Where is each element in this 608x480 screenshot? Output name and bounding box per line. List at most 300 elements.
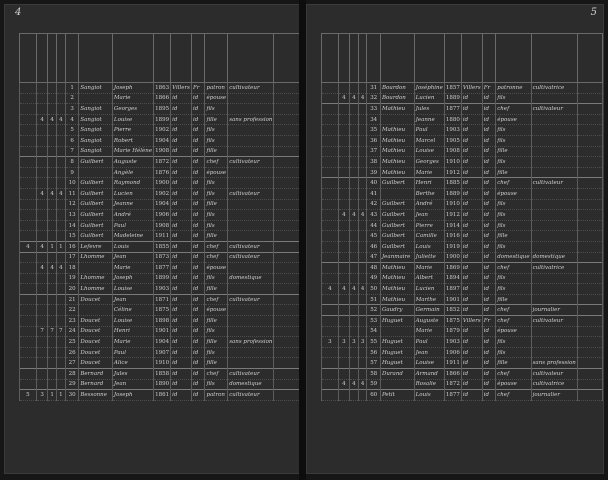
table-cell: chef [496,178,531,189]
column-header [461,34,482,83]
table-cell: id [191,93,205,104]
column-header [79,34,113,83]
table-cell: id [482,125,495,136]
table-cell: épouse [205,305,228,316]
table-cell: épouse [205,263,228,274]
table-row [322,157,603,168]
table-cell: Mathieu [380,146,414,157]
table-cell [338,114,349,125]
table-cell [274,114,300,125]
census-table [19,33,300,401]
table-cell [48,347,57,358]
table-cell: 57 [367,358,381,369]
table-cell [228,305,274,316]
table-cell: sans profession [228,114,274,125]
table-cell [577,294,602,305]
table-cell: 1 [48,241,57,252]
table-cell: 4 [57,188,66,199]
table-cell [36,93,47,104]
table-cell [338,252,349,263]
table-cell: 1910 [444,199,461,210]
table-cell [350,273,359,284]
table-cell: 44 [367,220,381,231]
table-cell: cultivateur [228,157,274,168]
table-cell [274,241,300,252]
table-cell [57,284,66,295]
table-cell [338,125,349,136]
column-header [48,34,57,83]
table-cell: fils [496,93,531,104]
table-cell: id [171,210,192,221]
table-cell: 1889 [444,188,461,199]
table-cell [48,337,57,348]
table-cell: 42 [367,199,381,210]
table-cell: id [482,305,495,316]
table-cell [338,369,349,380]
table-cell: id [171,358,192,369]
table-cell: id [191,347,205,358]
table-cell: Mathieu [380,104,414,115]
table-cell: Louise [112,316,153,327]
column-header [496,34,531,83]
table-cell [48,284,57,295]
table-cell: fils [205,379,228,390]
table-cell: Jean [414,210,444,221]
right-page [306,4,604,474]
table-cell [274,273,300,284]
table-cell [228,263,274,274]
column-header [358,34,367,83]
table-cell: id [171,294,192,305]
table-cell: Jean [112,294,153,305]
table-cell: 1919 [444,241,461,252]
table-cell [48,157,57,168]
table-cell: fils [205,135,228,146]
table-cell [577,188,602,199]
table-cell: cultivateur [228,241,274,252]
table-cell: Mathieu [380,263,414,274]
table-cell [322,252,339,263]
table-cell: 1858 [154,369,171,380]
table-cell [20,114,37,125]
table-cell [20,337,37,348]
table-cell [322,220,339,231]
table-row [322,83,603,94]
table-row [20,146,300,157]
column-header [531,34,577,83]
table-cell [20,199,37,210]
table-row [20,369,300,380]
table-cell [48,93,57,104]
table-cell: fils [496,241,531,252]
table-cell: Durand [380,369,414,380]
table-cell: Paul [112,347,153,358]
table-cell: 58 [367,369,381,380]
table-row [20,241,300,252]
table-cell: 1901 [444,294,461,305]
table-cell [350,220,359,231]
table-row [20,104,300,115]
table-cell [57,210,66,221]
table-cell [350,83,359,94]
table-cell [358,199,367,210]
table-cell [228,104,274,115]
table-cell [274,135,300,146]
table-cell: id [191,241,205,252]
table-cell: id [191,135,205,146]
table-cell: 1903 [444,125,461,136]
table-cell: 37 [367,146,381,157]
table-row [322,294,603,305]
table-cell: Juliette [414,252,444,263]
table-cell: id [482,104,495,115]
table-cell: chef [205,241,228,252]
table-cell: cultivateur [531,104,577,115]
table-cell [57,273,66,284]
table-cell: Rosalie [414,379,444,390]
table-cell [358,241,367,252]
table-cell [48,369,57,380]
table-row [322,358,603,369]
table-cell [20,146,37,157]
table-cell: id [461,273,482,284]
table-cell [36,358,47,369]
table-cell [48,167,57,178]
table-cell: chef [205,294,228,305]
table-cell [350,305,359,316]
table-cell [228,125,274,136]
table-cell: id [171,104,192,115]
table-cell [36,199,47,210]
table-row [20,390,300,401]
table-cell: Robert [112,135,153,146]
table-cell [358,305,367,316]
table-cell: 23 [65,316,79,327]
column-header [171,34,192,83]
table-row [322,220,603,231]
table-cell [531,167,577,178]
table-cell: 1875 [154,305,171,316]
table-cell: 4 [36,241,47,252]
table-cell [48,252,57,263]
table-cell: id [461,146,482,157]
column-header [577,34,602,83]
table-row [20,284,300,295]
table-cell: Huguet [380,358,414,369]
table-cell [48,305,57,316]
table-row [322,146,603,157]
table-cell: id [482,263,495,274]
table-cell: Jeanne [112,199,153,210]
table-cell: id [482,347,495,358]
table-cell [577,157,602,168]
table-cell: 1 [57,390,66,401]
table-cell [338,358,349,369]
table-cell [577,135,602,146]
table-cell: Mathieu [380,273,414,284]
table-cell [57,83,66,94]
table-cell: id [171,305,192,316]
table-cell: sans profession [531,358,577,369]
table-cell: fille [205,358,228,369]
table-cell: 1863 [154,83,171,94]
table-cell: id [171,241,192,252]
table-cell [322,104,339,115]
table-cell: 1872 [444,379,461,390]
table-cell: id [461,347,482,358]
table-row [20,199,300,210]
header-row [20,34,300,83]
table-cell: 51 [367,294,381,305]
table-cell: id [171,178,192,189]
table-cell [20,326,37,337]
table-cell: fille [496,231,531,242]
table-cell: id [171,93,192,104]
table-cell [531,337,577,348]
table-cell: 4 [65,114,79,125]
table-cell: Madeleine [112,231,153,242]
table-cell [358,135,367,146]
table-cell [228,199,274,210]
table-row [20,188,300,199]
table-cell: 4 [358,93,367,104]
table-cell [350,178,359,189]
table-cell [338,178,349,189]
table-cell: 22 [65,305,79,316]
table-cell [79,93,113,104]
table-row [322,241,603,252]
table-cell: Lefevre [79,241,113,252]
table-cell: id [482,241,495,252]
table-cell [36,135,47,146]
table-cell [36,157,47,168]
table-cell: Joseph [112,273,153,284]
table-cell [322,231,339,242]
table-cell: Doucet [79,358,113,369]
table-cell: id [191,146,205,157]
table-cell: Jeanmaire [380,252,414,263]
table-row [20,231,300,242]
table-cell: Lucien [414,284,444,295]
table-cell: fils [205,326,228,337]
table-cell [274,83,300,94]
table-cell: Doucet [79,316,113,327]
table-cell [48,104,57,115]
table-cell [322,305,339,316]
table-cell: 4 [48,263,57,274]
table-cell: Paul [414,337,444,348]
table-cell: 1902 [154,188,171,199]
table-cell: épouse [205,167,228,178]
table-cell: épouse [205,93,228,104]
table-cell: 4 [36,188,47,199]
table-cell: Auguste [112,157,153,168]
table-cell: 48 [367,263,381,274]
table-cell: fille [496,167,531,178]
table-cell: 4 [358,284,367,295]
table-cell: 1906 [444,347,461,358]
table-cell: id [461,220,482,231]
table-cell [274,167,300,178]
table-cell: 4 [338,284,349,295]
table-cell [57,294,66,305]
page-number: 5 [590,7,597,18]
table-cell [577,220,602,231]
table-cell [57,347,66,358]
table-row [322,93,603,104]
table-cell [228,284,274,295]
table-cell: fils [496,157,531,168]
table-cell: id [191,114,205,125]
table-row [20,347,300,358]
table-cell [322,146,339,157]
table-cell [577,125,602,136]
table-row [322,273,603,284]
table-cell [350,199,359,210]
table-cell: 1904 [154,199,171,210]
table-cell [338,157,349,168]
table-cell: Guilbert [380,210,414,221]
table-cell: Huguet [380,337,414,348]
table-cell: 55 [367,337,381,348]
column-header [322,34,339,83]
table-cell: patron [205,390,228,401]
table-cell: Angèle [112,167,153,178]
table-cell: 1875 [444,316,461,327]
table-cell [531,199,577,210]
table-cell: id [461,241,482,252]
table-cell: Lhomme [79,284,113,295]
table-cell: 59 [367,379,381,390]
table-cell [577,347,602,358]
table-cell: id [171,199,192,210]
table-cell: id [482,326,495,337]
table-row [322,263,603,274]
table-cell: fils [496,220,531,231]
table-cell: 1872 [154,157,171,168]
table-cell [228,135,274,146]
table-cell: 1907 [154,347,171,358]
table-cell: 1885 [444,178,461,189]
table-cell: Guilbert [79,178,113,189]
table-cell: domestique [228,379,274,390]
table-cell: Sangiot [79,125,113,136]
table-cell [322,210,339,221]
table-cell: Louis [112,241,153,252]
table-cell [338,316,349,327]
table-cell: id [461,231,482,242]
table-cell: cultivateur [228,83,274,94]
table-cell [36,210,47,221]
table-cell: id [461,125,482,136]
table-cell: Fr [482,316,495,327]
table-cell [531,135,577,146]
table-cell: 4 [48,188,57,199]
table-cell: id [461,284,482,295]
table-cell: Mathieu [380,284,414,295]
table-cell: Jules [414,104,444,115]
table-cell: 30 [65,390,79,401]
table-cell [358,178,367,189]
table-cell: Mathieu [380,294,414,305]
table-cell: 1901 [154,326,171,337]
table-cell: 4 [36,114,47,125]
table-cell: fille [205,231,228,242]
table-cell [57,125,66,136]
column-header [380,34,414,83]
table-cell: id [191,390,205,401]
table-cell [36,379,47,390]
table-cell [20,305,37,316]
table-cell: id [482,178,495,189]
table-cell: cultivatrice [531,379,577,390]
table-cell [274,157,300,168]
table-cell [274,252,300,263]
table-cell [531,157,577,168]
table-cell [577,369,602,380]
table-cell [274,220,300,231]
table-cell: 1895 [154,104,171,115]
table-cell: fils [205,125,228,136]
table-cell [350,326,359,337]
table-cell: fils [496,199,531,210]
table-cell: fils [205,210,228,221]
table-cell: Mathieu [380,157,414,168]
table-cell [577,252,602,263]
table-cell [338,104,349,115]
table-cell [577,178,602,189]
table-cell: fils [496,273,531,284]
table-cell: fils [496,284,531,295]
table-cell [36,305,47,316]
table-cell: fille [205,284,228,295]
table-cell: Huguet [380,316,414,327]
table-row [20,167,300,178]
table-cell: patronne [496,83,531,94]
table-row [20,157,300,168]
table-cell [577,114,602,125]
table-cell [358,220,367,231]
table-cell [358,316,367,327]
table-cell [57,379,66,390]
column-header [57,34,66,83]
table-cell [577,263,602,274]
table-cell: Céline [112,305,153,316]
table-cell: id [482,188,495,199]
table-cell: Marie [112,93,153,104]
table-cell [350,369,359,380]
table-cell: Mathieu [380,135,414,146]
table-cell: id [461,294,482,305]
table-cell: id [191,125,205,136]
table-cell: id [461,263,482,274]
table-cell: id [171,390,192,401]
table-cell: fils [496,125,531,136]
table-cell: 1898 [154,316,171,327]
table-cell: id [191,199,205,210]
table-cell: Lucien [414,93,444,104]
table-cell: 3 [65,104,79,115]
table-cell: Jean [414,347,444,358]
table-cell [228,231,274,242]
table-cell [577,167,602,178]
table-cell: 1904 [154,135,171,146]
table-row [20,210,300,221]
table-cell [228,93,274,104]
table-cell: 7 [65,146,79,157]
table-cell [338,241,349,252]
table-cell: id [482,337,495,348]
